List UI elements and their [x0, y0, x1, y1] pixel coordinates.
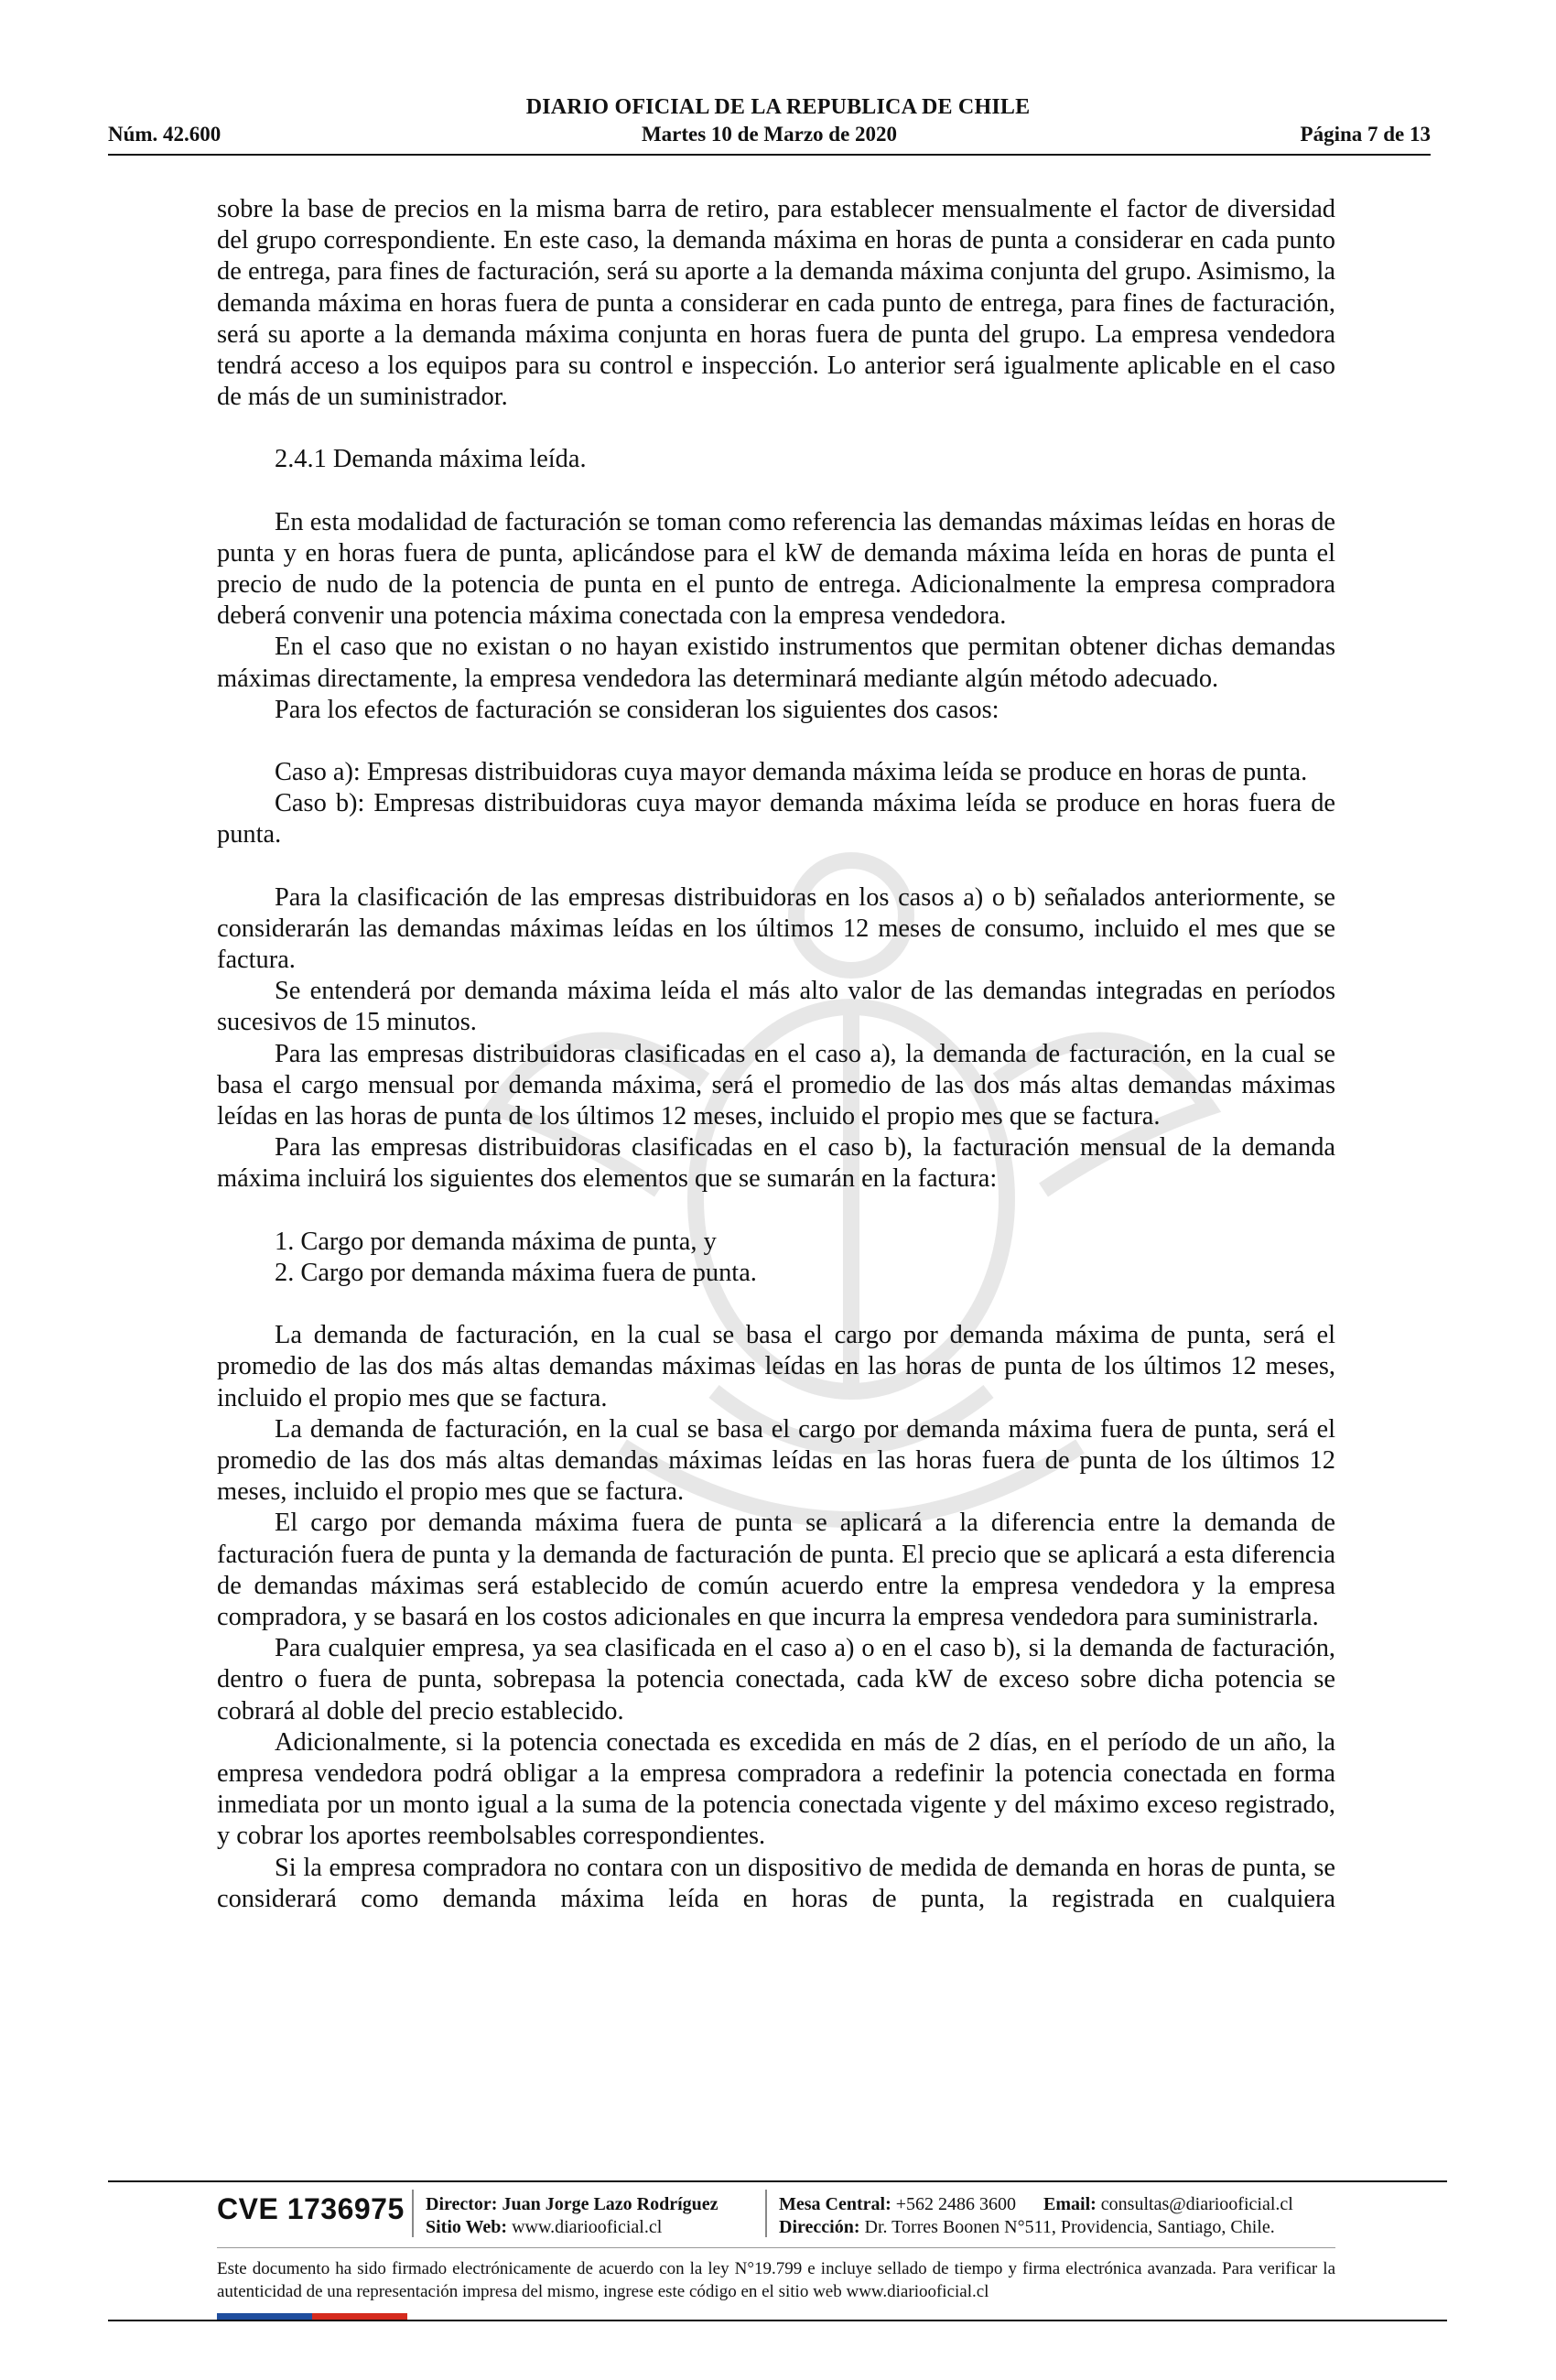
footer-bottom-rule	[108, 2320, 1447, 2321]
paragraph: El cargo por demanda máxima fuera de punta se aplicará a la diferencia entre la demanda de facturación fuera de punta y la demanda de facturación de punta. El precio que se aplicará a esta diferencia de demandas máximas será establecido de común acuerdo entre la empresa vendedora y la empresa compradora, y se basará en los costos adicionales en que incurra la empresa vendedora para suministrarla.	[217, 1509, 1335, 1631]
footer-director-block	[426, 2193, 719, 2239]
paragraph: Para la clasificación de las empresas distribuidoras en los casos a) o b) señalados anteriormente, se considerarán las demandas máximas leídas en los últimos 12 meses de consumo, incluido el mes que se factura.	[217, 882, 1335, 975]
page-number: Página 7 de 13	[1300, 123, 1431, 146]
paragraph: Para las empresas distribuidoras clasificadas en el caso a), la demanda de facturación, en la cual se basa el cargo mensual por demanda máxima, será el promedio de las dos más altas demandas máximas leídas en las horas de punta de los últimos 12 meses, incluido el propio mes que se factura.	[217, 1039, 1335, 1131]
case-a: Caso a): Empresas distribuidoras cuya mayor demanda máxima leída se produce en horas de punta.	[275, 758, 1308, 787]
footer-separator	[765, 2190, 767, 2237]
paragraph: Para las empresas distribuidoras clasificadas en el caso b), la facturación mensual de la demanda máxima incluirá los siguientes dos elementos que se sumarán en la factura:	[217, 1133, 1335, 1194]
case-b: Caso b): Empresas distribuidoras cuya mayor demanda máxima leída se produce en horas fuera de punta.	[217, 789, 1335, 849]
director-name: Juan Jorge Lazo Rodríguez	[502, 2194, 719, 2214]
paragraph: Si la empresa compradora no contara con un dispositivo de medida de demanda en horas de punta, se considerará como demanda máxima leída en horas de punta, la registrada en cualquiera	[217, 1853, 1335, 1913]
footer-top-rule	[108, 2180, 1447, 2182]
issue-date: Martes 10 de Marzo de 2020	[641, 123, 898, 146]
section-heading: 2.4.1 Demanda máxima leída.	[275, 445, 587, 474]
paragraph: En esta modalidad de facturación se toman como referencia las demandas máximas leídas en horas de punta y en horas fuera de punta, aplicándose para el kW de demanda máxima leída en horas de punta el precio de nudo de la potencia de punta en el punto de entrega. Adicionalmente la empresa compradora deberá convenir una potencia máxima conectada con la empresa vendedora.	[217, 507, 1335, 631]
signature-note: Este documento ha sido firmado electrónicamente de acuerdo con la ley N°19.799 e incluye sellado de tiempo y firma electrónica avanzada. Para verificar la autenticidad de una representación impresa del mismo, ingrese este código en el sitio web www.diariooficial.cl	[217, 2259, 1335, 2301]
address-value: Dr. Torres Boonen N°511, Providencia, Santiago, Chile.	[864, 2217, 1275, 2237]
cve-code: CVE 1736975	[217, 2192, 405, 2225]
paragraph: En el caso que no existan o no hayan existido instrumentos que permitan obtener dichas demandas máximas directamente, la empresa vendedora las determinará mediante algún método adecuado.	[217, 633, 1335, 693]
list-item: 1. Cargo por demanda máxima de punta, y	[275, 1227, 717, 1256]
footer-separator	[412, 2190, 414, 2237]
paragraph: Para los efectos de facturación se consideran los siguientes dos casos:	[275, 695, 1000, 724]
document-body	[217, 194, 1335, 1915]
site-link[interactable]: www.diariooficial.cl	[512, 2217, 663, 2237]
mesa-label: Mesa Central:	[779, 2194, 891, 2214]
mesa-phone: +562 2486 3600	[895, 2194, 1017, 2214]
newspaper-title: DIARIO OFICIAL DE LA REPUBLICA DE CHILE	[525, 95, 1031, 119]
email-link[interactable]: consultas@diariooficial.cl	[1100, 2194, 1293, 2214]
site-label: Sitio Web:	[426, 2217, 508, 2237]
footer-divider	[217, 2247, 1335, 2248]
email-label: Email:	[1043, 2194, 1097, 2214]
director-label: Director:	[426, 2194, 498, 2214]
paragraph: Adicionalmente, si la potencia conectada es excedida en más de 2 días, en el período de un año, la empresa vendedora podrá obligar a la empresa compradora a redefinir la potencia conectada en forma inmediata por un monto igual a la suma de la potencia conectada vigente y del máximo exceso registrado, y cobrar los aportes reembolsables correspondientes.	[217, 1727, 1335, 1851]
paragraph: La demanda de facturación, en la cual se basa el cargo por demanda máxima de punta, será el promedio de las dos más altas demandas máximas leídas en las horas de punta de los últimos 12 meses, incluido el propio mes que se factura.	[217, 1321, 1335, 1412]
list-item: 2. Cargo por demanda máxima fuera de punta.	[275, 1258, 757, 1287]
paragraph: La demanda de facturación, en la cual se basa el cargo por demanda máxima fuera de punta, será el promedio de las dos más altas demandas máximas leídas en las horas fuera de punta de los últimos 12 meses, incluido el propio mes que se factura.	[217, 1414, 1335, 1507]
header-rule	[108, 154, 1431, 156]
address-label: Dirección:	[779, 2217, 860, 2237]
paragraph: Se entenderá por demanda máxima leída el más alto valor de las demandas integradas en períodos sucesivos de 15 minutos.	[217, 977, 1335, 1037]
issue-number: Núm. 42.600	[108, 123, 222, 146]
paragraph: Para cualquier empresa, ya sea clasificada en el caso a) o en el caso b), si la demanda de facturación, dentro o fuera de punta, sobrepasa la potencia conectada, cada kW de exceso sobre dicha potencia se cobrará al doble del precio establecido.	[217, 1634, 1335, 1726]
footer-contact-block	[779, 2193, 1293, 2239]
paragraph: sobre la base de precios en la misma barra de retiro, para establecer mensualmente el factor de diversidad del grupo correspondiente. En este caso, la demanda máxima en horas de punta a considerar en cada punto de entrega, para fines de facturación, será su aporte a la demanda máxima conjunta del grupo. Asimismo, la demanda máxima en horas fuera de punta a considerar en cada punto de entrega, para fines de facturación, será su aporte a la demanda máxima conjunta en horas fuera de punta del grupo. La empresa vendedora tendrá acceso a los equipos para su control e inspección. Lo anterior será igualmente aplicable en el caso de más de un suministrador.	[217, 195, 1335, 412]
header-row	[108, 123, 1431, 150]
